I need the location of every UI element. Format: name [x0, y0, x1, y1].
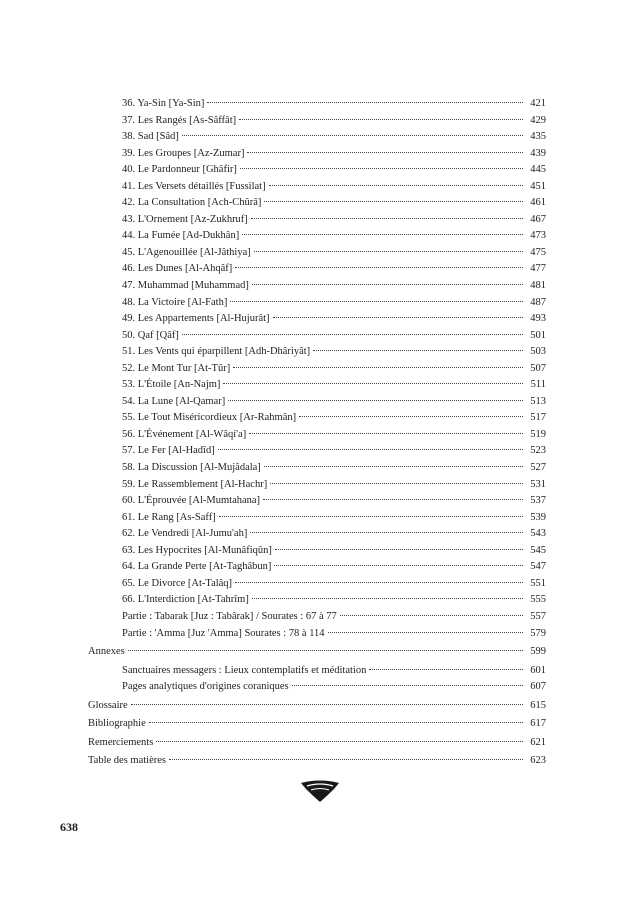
dot-leader [182, 334, 523, 335]
dot-leader [254, 251, 523, 252]
toc-entry [88, 698, 546, 715]
toc-entry-title: 46. Les Dunes [Al-Ahqâf] [122, 263, 233, 275]
toc-entry-title: 47. Muhammad [Muhammad] [122, 280, 249, 292]
toc-entry-page: 517 [530, 412, 546, 424]
toc-entry [88, 576, 546, 593]
toc-entry-title: 49. Les Appartements [Al-Hujurât] [122, 313, 270, 325]
table-of-contents [88, 96, 546, 770]
toc-entry-title: 61. Le Rang [As-Saff] [122, 511, 216, 523]
dot-leader [313, 350, 523, 351]
toc-entry-title: 54. La Lune [Al-Qamar] [122, 395, 226, 407]
toc-entry-title: 50. Qaf [Qâf] [122, 329, 179, 341]
toc-entry [88, 510, 546, 527]
page-number: 638 [60, 820, 78, 834]
dot-leader [240, 168, 523, 169]
dot-leader [264, 201, 523, 202]
dot-leader [275, 549, 523, 550]
dot-leader [292, 685, 523, 686]
toc-entry-page: 493 [530, 313, 546, 325]
toc-entry [88, 493, 546, 510]
dot-leader [250, 532, 523, 533]
dot-leader [270, 483, 523, 484]
toc-entry-page: 473 [530, 230, 546, 242]
toc-entry-page: 551 [530, 577, 546, 589]
toc-entry-title: Partie : Tabarak [Juz : Tabârak] / Sourates : 67 à 77 [122, 610, 337, 622]
toc-entry-page: 461 [530, 197, 546, 209]
toc-entry-title: 36. Ya-Sin [Ya-Sin] [122, 98, 205, 109]
toc-entry-title: 45. L'Agenouillée [Al-Jâthiya] [122, 246, 251, 258]
toc-entry [88, 753, 546, 770]
toc-entry-title: 51. Les Vents qui éparpillent [Adh-Dhâriyât] [122, 346, 311, 358]
toc-entry [88, 361, 546, 378]
toc-entry [88, 663, 546, 680]
toc-entry-title: 39. Les Groupes [Az-Zumar] [122, 147, 245, 159]
toc-entry [88, 96, 546, 113]
toc-entry-title: 65. Le Divorce [At-Talâq] [122, 577, 233, 589]
dot-leader [273, 317, 523, 318]
toc-entry [88, 526, 546, 543]
dot-leader [156, 741, 523, 742]
toc-entry [88, 427, 546, 444]
toc-entry-title: Glossaire [88, 699, 128, 711]
toc-entry [88, 179, 546, 196]
toc-entry-title: 62. Le Vendredi [Al-Jumu'ah] [122, 528, 248, 540]
dot-leader [264, 466, 523, 467]
dot-leader [228, 400, 523, 401]
dot-leader [131, 704, 523, 705]
toc-entry-title: 56. L'Événement [Al-Wâqi'a] [122, 428, 247, 440]
toc-entry-page: 451 [530, 180, 546, 192]
toc-entry [88, 311, 546, 328]
toc-entry-title: Annexes [88, 646, 125, 658]
toc-entry [88, 716, 546, 733]
dot-leader [235, 582, 523, 583]
toc-entry [88, 410, 546, 427]
toc-entry-title: 66. L'Interdiction [At-Tahrîm] [122, 594, 249, 606]
toc-entry [88, 377, 546, 394]
dot-leader [169, 759, 523, 760]
toc-entry-title: 42. La Consultation [Ach-Chûrâ] [122, 197, 262, 209]
toc-entry [88, 261, 546, 278]
toc-entry [88, 162, 546, 179]
toc-entry-page: 607 [530, 681, 546, 693]
toc-entry-title: Remerciements [88, 736, 154, 748]
toc-entry-page: 539 [530, 511, 546, 523]
toc-entry [88, 460, 546, 477]
toc-entry-page: 429 [530, 114, 546, 126]
toc-entry-page: 445 [530, 164, 546, 176]
dot-leader [269, 185, 523, 186]
dot-leader [369, 669, 523, 670]
toc-entry-page: 421 [530, 98, 546, 109]
toc-entry [88, 559, 546, 576]
dot-leader [263, 499, 523, 500]
dot-leader [207, 102, 523, 103]
fleuron-ornament-icon [299, 780, 341, 804]
toc-entry-page: 511 [530, 379, 546, 391]
toc-entry-page: 599 [530, 646, 546, 658]
dot-leader [299, 416, 523, 417]
toc-entry-page: 537 [530, 495, 546, 507]
toc-entry [88, 113, 546, 130]
dot-leader [249, 433, 523, 434]
toc-entry-page: 523 [530, 445, 546, 457]
toc-entry-title: 60. L'Éprouvée [Al-Mumtahana] [122, 495, 261, 507]
toc-entry-page: 501 [530, 329, 546, 341]
toc-entry [88, 295, 546, 312]
toc-entry-title: 59. Le Rassemblement [Al-Hachr] [122, 478, 268, 490]
toc-entry [88, 394, 546, 411]
toc-entry-page: 487 [530, 296, 546, 308]
dot-leader [128, 650, 523, 651]
toc-entry-page: 503 [530, 346, 546, 358]
dot-leader [235, 267, 523, 268]
toc-entry-page: 531 [530, 478, 546, 490]
toc-entry-page: 579 [530, 627, 546, 639]
toc-entry-page: 547 [530, 561, 546, 573]
toc-entry-title: 48. La Victoire [Al-Fath] [122, 296, 228, 308]
toc-entry-page: 617 [530, 718, 546, 730]
dot-leader [230, 301, 523, 302]
toc-entry [88, 609, 546, 626]
toc-entry [88, 626, 546, 643]
dot-leader [252, 284, 523, 285]
toc-entry-title: 63. Les Hypocrites [Al-Munâfiqûn] [122, 544, 272, 556]
toc-entry-page: 543 [530, 528, 546, 540]
toc-entry [88, 146, 546, 163]
toc-entry-title: 41. Les Versets détaillés [Fussilat] [122, 180, 266, 192]
dot-leader [182, 135, 523, 136]
dot-leader [247, 152, 523, 153]
toc-entry-page: 527 [530, 462, 546, 474]
toc-entry-page: 513 [530, 395, 546, 407]
toc-entry-title: 57. Le Fer [Al-Hadîd] [122, 445, 215, 457]
toc-entry [88, 344, 546, 361]
toc-entry-title: Bibliographie [88, 718, 146, 730]
toc-entry-page: 555 [530, 594, 546, 606]
toc-entry [88, 735, 546, 752]
toc-entry-page: 475 [530, 246, 546, 258]
toc-entry-title: Partie : 'Amma [Juz 'Amma] Sourates : 78 à 114 [122, 627, 325, 639]
toc-entry-title: 44. La Fumée [Ad-Dukhân] [122, 230, 240, 242]
toc-entry-page: 507 [530, 362, 546, 374]
toc-entry-page: 481 [530, 280, 546, 292]
toc-entry-page: 519 [530, 428, 546, 440]
toc-entry-page: 601 [530, 664, 546, 676]
toc-entry [88, 477, 546, 494]
toc-entry [88, 443, 546, 460]
toc-entry-title: 55. Le Tout Miséricordieux [Ar-Rahmân] [122, 412, 297, 424]
toc-entry [88, 328, 546, 345]
toc-entry [88, 278, 546, 295]
toc-entry-page: 623 [530, 755, 546, 767]
toc-entry [88, 228, 546, 245]
dot-leader [252, 598, 523, 599]
toc-entry [88, 129, 546, 146]
toc-entry-title: 53. L'Étoile [An-Najm] [122, 379, 221, 391]
toc-entry [88, 679, 546, 696]
dot-leader [239, 119, 523, 120]
toc-entry-title: 37. Les Rangés [As-Sâffât] [122, 114, 237, 126]
toc-entry-title: Pages analytiques d'origines coraniques [122, 681, 289, 693]
toc-entry-page: 621 [530, 736, 546, 748]
toc-entry-title: 43. L'Ornement [Az-Zukhruf] [122, 213, 248, 225]
toc-entry-page: 545 [530, 544, 546, 556]
toc-entry-page: 615 [530, 699, 546, 711]
toc-entry-page: 477 [530, 263, 546, 275]
toc-entry-page: 435 [530, 131, 546, 143]
toc-entry-title: 52. Le Mont Tur [At-Tûr] [122, 362, 231, 374]
toc-entry-title: 38. Sad [Sâd] [122, 131, 179, 143]
toc-entry [88, 212, 546, 229]
dot-leader [251, 218, 523, 219]
toc-entry [88, 245, 546, 262]
dot-leader [274, 565, 523, 566]
dot-leader [328, 632, 523, 633]
toc-entry-title: 64. La Grande Perte [At-Taghâbun] [122, 561, 272, 573]
toc-entry [88, 195, 546, 212]
dot-leader [149, 722, 523, 723]
dot-leader [340, 615, 523, 616]
toc-entry [88, 592, 546, 609]
dot-leader [223, 383, 523, 384]
toc-entry-page: 439 [530, 147, 546, 159]
toc-entry-title: 40. Le Pardonneur [Ghâfir] [122, 164, 237, 176]
toc-entry-page: 557 [530, 610, 546, 622]
dot-leader [242, 234, 523, 235]
toc-entry-page: 467 [530, 213, 546, 225]
dot-leader [218, 449, 523, 450]
toc-entry-title: 58. La Discussion [Al-Mujâdala] [122, 462, 261, 474]
toc-entry-title: Table des matières [88, 755, 166, 767]
toc-entry-title: Sanctuaires messagers : Lieux contemplatifs et méditation [122, 664, 367, 676]
dot-leader [219, 516, 523, 517]
toc-entry [88, 644, 546, 661]
toc-entry [88, 543, 546, 560]
dot-leader [233, 367, 523, 368]
